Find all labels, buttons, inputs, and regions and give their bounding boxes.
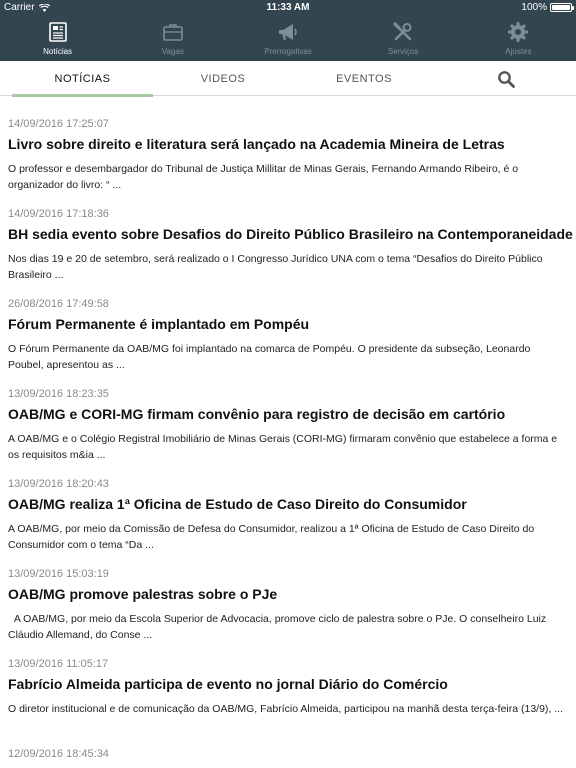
newspaper-icon [46,20,70,44]
tab-label: Notícias [43,47,73,56]
top-bar [0,0,576,61]
news-item[interactable] [0,186,576,281]
news-date: 14/09/2016 17:18:36 [8,208,109,220]
tab-ajustes[interactable] [461,16,576,61]
news-item[interactable] [0,546,576,641]
news-date: 13/09/2016 11:05:17 [8,658,109,670]
clock: 11:33 AM [266,2,310,13]
tab-vagas[interactable] [115,16,230,61]
news-date: 13/09/2016 15:03:19 [8,568,109,580]
search-icon [497,70,515,88]
tab-bar [0,16,576,61]
tools-icon [391,20,415,44]
news-date: 12/09/2016 18:45:34 [8,748,109,760]
battery-fill [552,5,570,10]
news-item[interactable] [0,276,576,371]
news-summary: A OAB/MG, por meio da Escola Superior de Advocacia, promove ciclo de palestra sobre o PJe. O conselheiro Luiz Cláudio Allemand, do Conse ... [8,613,550,641]
news-item[interactable] [0,366,576,461]
status-bar [0,0,576,16]
segment-noticias[interactable]: NOTÍCIAS [12,61,153,96]
news-summary: O professor e desembargador do Tribunal de Justiça Millitar de Minas Gerais, Fernando Armando Ribeiro, é o organizador do livro: “ ... [8,163,519,191]
news-summary: O Fórum Permanente da OAB/MG foi implantado na comarca de Pompéu. O presidente da subseção, Leonardo Poubel, apresentou as ... [8,343,531,371]
news-summary: A OAB/MG e o Colégio Registral Imobiliário de Minas Gerais (CORI-MG) firmaram convênio que estabelece a forma e os requisitos m&ia ... [8,433,558,461]
news-summary: Nos dias 19 e 20 de setembro, será realizado o I Congresso Jurídico UNA com o tema “Desafios do Direito Público Brasileiro ... [8,253,543,281]
news-item[interactable] [0,726,576,768]
news-summary: A OAB/MG, por meio da Comissão de Defesa do Consumidor, realizou a 1ª Oficina de Estudo de Caso Direito do Consumidor com o tema “Da ... [8,523,535,551]
tab-label: Vagas [161,47,184,56]
tab-label: Serviços [387,47,419,56]
news-item[interactable] [0,636,576,726]
search-button[interactable] [435,61,576,96]
news-summary: O diretor institucional e de comunicação da OAB/MG, Fabrício Almeida, participou na manhã desta terça-feira (13/9), ... [8,703,564,715]
news-title: Fórum Permanente é implantado em Pompéu [8,316,310,332]
battery-icon [550,3,572,12]
news-date: 14/09/2016 17:25:07 [8,118,109,130]
tab-servicos[interactable] [346,16,461,61]
megaphone-icon [276,20,300,44]
news-item[interactable] [0,96,576,191]
news-title: Fabrício Almeida participa de evento no jornal Diário do Comércio [8,676,448,692]
battery-percent: 100% [521,2,547,13]
carrier-label: Carrier [4,2,35,13]
news-date: 13/09/2016 18:20:43 [8,478,109,490]
segment-eventos[interactable]: EVENTOS [336,72,392,85]
news-title: OAB/MG promove palestras sobre o PJe [8,586,278,602]
news-title: OAB/MG realiza 1ª Oficina de Estudo de Caso Direito do Consumidor [8,496,467,512]
battery-area [521,2,572,13]
news-title: OAB/MG e CORI-MG firmam convênio para registro de decisão em cartório [8,406,506,422]
news-item[interactable] [0,456,576,551]
news-date: 26/08/2016 17:49:58 [8,298,109,310]
briefcase-icon [161,20,185,44]
tab-label: Ajustes [505,47,532,56]
tab-label: Prerrogativas [264,47,312,56]
gear-icon [506,20,530,44]
news-title: BH sedia evento sobre Desafios do Direito Público Brasileiro na Contemporaneidade [8,226,573,242]
tab-prerrogativas[interactable] [230,16,345,61]
segment-videos[interactable]: VIDEOS [200,72,246,85]
news-list [0,96,576,768]
news-date: 13/09/2016 18:23:35 [8,388,109,400]
news-title: Livro sobre direito e literatura será lançado na Academia Mineira de Letras [8,136,505,152]
tab-noticias[interactable] [0,16,115,61]
segment-bar [0,61,576,96]
